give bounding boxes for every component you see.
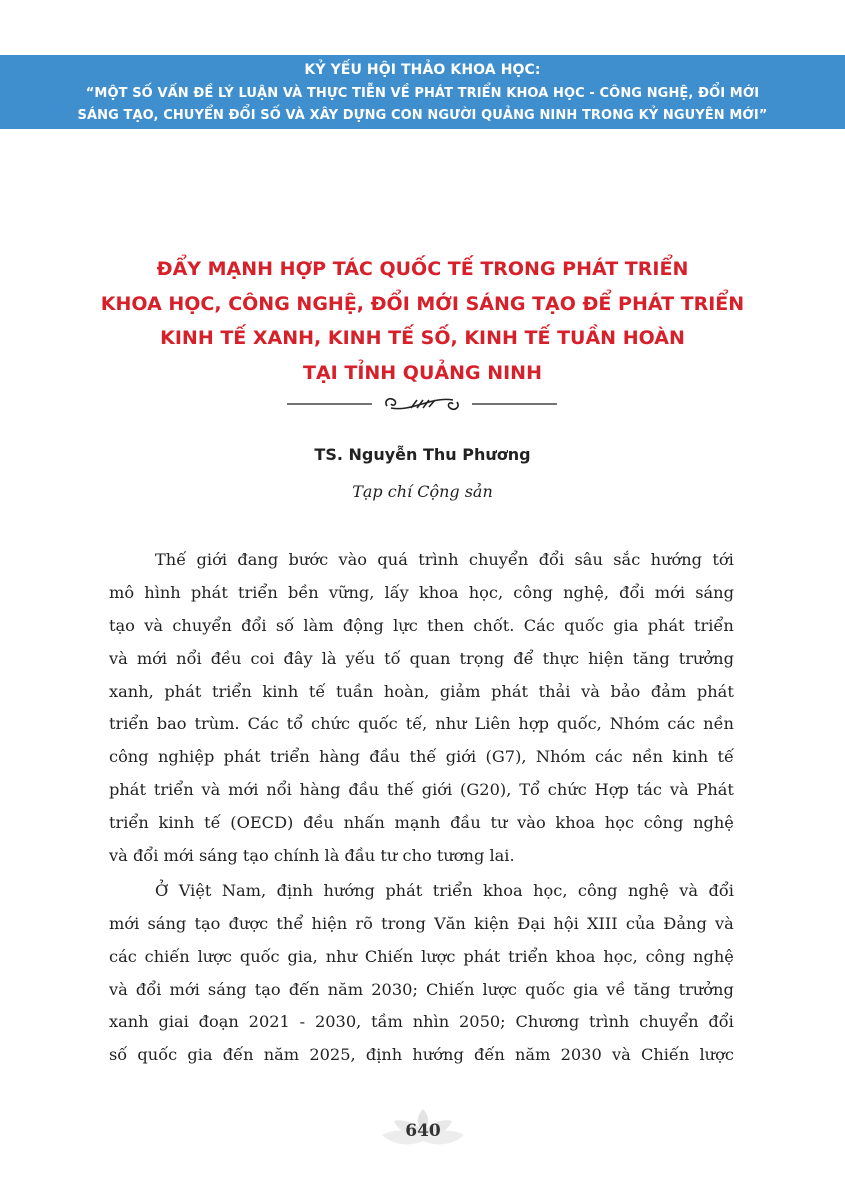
header-line-1: KỶ YẾU HỘI THẢO KHOA HỌC: (304, 62, 541, 78)
header-line-3: SÁNG TẠO, CHUYỂN ĐỔI SỐ VÀ XÂY DỰNG CON NGƯỜI QUẢNG NINH TRONG KỶ NGUYÊN MỚI” (77, 108, 768, 123)
body-line: các chiến lược quốc gia, như Chiến lược phát triển khoa học, công nghệ (109, 946, 734, 966)
body-line: xanh, phát triển kinh tế tuần hoàn, giảm phát thải và bảo đảm phát (109, 681, 734, 701)
article-body (109, 544, 734, 1072)
author-affiliation: Tạp chí Cộng sản (352, 482, 493, 501)
body-line: Ở Việt Nam, định hướng phát triển khoa học, công nghệ và đổi (155, 880, 734, 900)
body-line: mới sáng tạo được thể hiện rõ trong Văn kiện Đại hội XIII của Đảng và (109, 913, 734, 933)
page-number: 640 (405, 1121, 441, 1141)
page-number-footer (378, 1107, 468, 1151)
article-title (60, 252, 785, 390)
conference-header-band (0, 55, 845, 129)
title-line: TẠI TỈNH QUẢNG NINH (303, 361, 542, 384)
header-line-2: “MỘT SỐ VẤN ĐỀ LÝ LUẬN VÀ THỰC TIỄN VỀ PHÁT TRIỂN KHOA HỌC - CÔNG NGHỆ, ĐỔI MỚI (85, 86, 760, 101)
body-line: và mới nổi đều coi đây là yếu tố quan trọng để thực hiện tăng trưởng (109, 648, 734, 668)
body-line: công nghiệp phát triển hàng đầu thế giới (G7), Nhóm các nền kinh tế (109, 747, 734, 767)
body-line: và đổi mới sáng tạo chính là đầu tư cho tương lai. (109, 846, 515, 866)
author-name: TS. Nguyễn Thu Phương (314, 445, 531, 464)
title-divider-ornament (287, 392, 557, 416)
body-line: và đổi mới sáng tạo đến năm 2030; Chiến lược quốc gia về tăng trưởng (109, 979, 734, 999)
title-line: KINH TẾ XANH, KINH TẾ SỐ, KINH TẾ TUẦN HOÀN (160, 327, 685, 349)
title-line: ĐẨY MẠNH HỢP TÁC QUỐC TẾ TRONG PHÁT TRIỂN (156, 258, 689, 280)
body-line: Thế giới đang bước vào quá trình chuyển đổi sâu sắc hướng tới (155, 550, 734, 569)
body-line: xanh giai đoạn 2021 - 2030, tầm nhìn 2050; Chương trình chuyển đổi (109, 1012, 734, 1032)
title-line: KHOA HỌC, CÔNG NGHỆ, ĐỔI MỚI SÁNG TẠO ĐỂ PHÁT TRIỂN (100, 292, 745, 315)
body-line: phát triển và mới nổi hàng đầu thế giới (G20), Tổ chức Hợp tác và Phát (109, 780, 734, 800)
body-line: triển kinh tế (OECD) đều nhấn mạnh đầu tư vào khoa học công nghệ (109, 813, 734, 833)
body-line: mô hình phát triển bền vững, lấy khoa học, công nghệ, đổi mới sáng (109, 582, 734, 602)
body-line: số quốc gia đến năm 2025, định hướng đến năm 2030 và Chiến lược (109, 1045, 734, 1065)
body-line: tạo và chuyển đổi số làm động lực then chốt. Các quốc gia phát triển (109, 615, 734, 635)
body-line: triển bao trùm. Các tổ chức quốc tế, như Liên hợp quốc, Nhóm các nền (109, 714, 734, 734)
